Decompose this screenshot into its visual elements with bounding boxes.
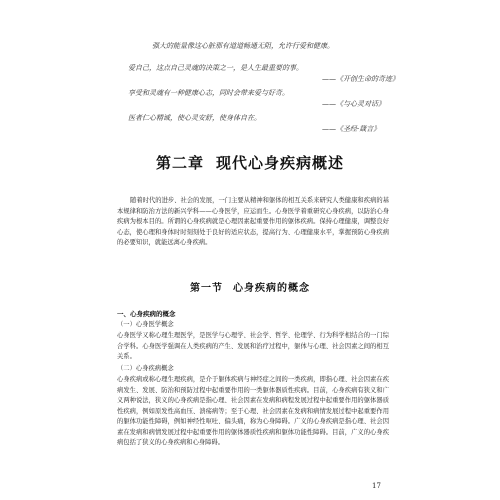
section-number: 第一节 [190, 283, 223, 294]
quote-source-2: ——《开创生命的奇迹》 [322, 75, 399, 83]
chapter-number: 第二章 [155, 154, 204, 172]
section-name: 心身疾病的概念 [233, 283, 310, 294]
quote-source-4: ——《圣经·箴言》 [322, 125, 381, 133]
chapter-name: 现代心身疾病概述 [216, 154, 345, 172]
paragraph-psychosomatic-medicine: 心身医学又称心理生理医学，是医学与心理学、社会学、哲学、伦理学、行为科学相结合的一门综合学科。心身医学强调在人类疾病的产生、发展和治疗过程中，躯体与心理、社会因素之间的相互关系。 [117, 332, 389, 360]
quote-text-3: 享受和灵魂有一种健康心志，同时会带来爱与好奇。 [128, 89, 289, 97]
quote-source-3: ——《与心灵对话》 [322, 100, 385, 108]
section-title [0, 279, 500, 294]
quote-text-2: 爱自己，这点自己灵魂的决策之一，是人生最重要的事。 [128, 64, 303, 72]
heading-level-2-a: （一）心身医学概念 [117, 321, 174, 328]
page-number: 17 [372, 482, 381, 490]
quote-text-1: 强大的能量像这心脏那有道道畅通无阻，允许行爱和健康。 [152, 42, 334, 50]
heading-level-1: 一、心身疾病的概念 [117, 310, 176, 318]
heading-level-2-b: （二）心身疾病概念 [117, 365, 174, 372]
quote-text-4: 医者仁心精诚，使心灵安舒，使身体自在。 [128, 114, 261, 122]
paragraph-psychosomatic-disease: 心身疾病或称心理生理疾病，是介于躯体疾病与神经症之间的一类疾病，即指心理、社会因素在疾病发生、发展、防治和预防过程中起重要作用的一类躯体器质性疾病。目前，心身疾病有狭义和广义两种说法，狭义的心身疾病是指心理、社会因素在发病和病程发展过程中起重要作用的躯体器质性疾病，例如原发性高血压、溃疡病等；至于心理、社会因素在发病和病情发展过程中起重要作用的躯体功能性障碍，例如神经性呕吐、偏头痛，称为心身障碍。广义的心身疾病是指心理、社会因素在发病和病情发展过程中起重要作用的躯体器质性疾病和躯体功能性障碍。目前，广义的心身疾病包括了狭义的心身疾病和心身障碍。 [117, 376, 389, 446]
chapter-title [0, 152, 500, 173]
intro-paragraph: 随着时代的进步、社会的发展，一门主要从精神和躯体的相互关系来研究人类健康和疾病的基本规律和防治方法的新兴学科——心身医学，应运而生。心身医学着重研究心身疾病，以防治心身疾病为根本目的。所谓的心身疾病就是心理因素起重要作用的躯体疾病。保持心理健康，调整良好心态，使心理和身体时时刻刻处于良好的适应状态，提高行为、心理健康水平，掌握预防心身疾病的必要知识，就能远离心身疾病。 [117, 197, 389, 246]
